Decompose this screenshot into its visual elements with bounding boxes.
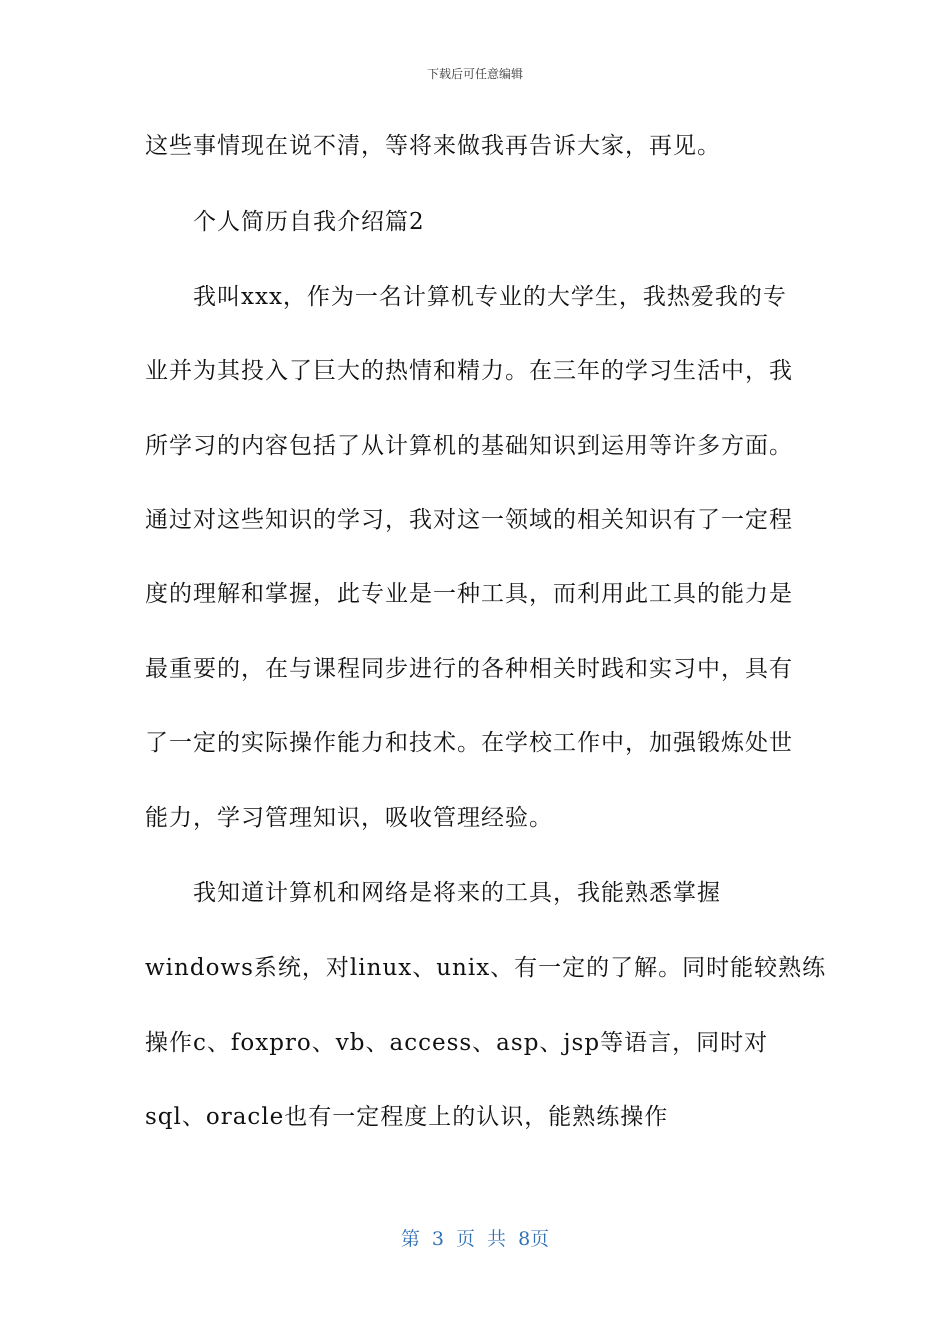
body-line: 所学习的内容包括了从计算机的基础知识到运用等许多方面。 bbox=[145, 433, 793, 459]
body-line: 最重要的，在与课程同步进行的各种相关时践和实习中，具有 bbox=[145, 656, 793, 682]
body-line: 我叫xxx，作为一名计算机专业的大学生，我热爱我的专 bbox=[193, 284, 787, 310]
body-line: 了一定的实际操作能力和技术。在学校工作中，加强锻炼处世 bbox=[145, 730, 793, 756]
body-line: sql、oracle也有一定程度上的认识，能熟练操作 bbox=[145, 1104, 669, 1130]
body-line: 度的理解和掌握，此专业是一种工具，而利用此工具的能力是 bbox=[145, 581, 793, 607]
body-line: 我知道计算机和网络是将来的工具，我能熟悉掌握 bbox=[193, 880, 721, 906]
body-line: 通过对这些知识的学习，我对这一领域的相关知识有了一定程 bbox=[145, 507, 793, 533]
section-heading: 个人简历自我介绍篇2 bbox=[193, 209, 425, 235]
page-number-footer: 第 3 页 共 8页 bbox=[400, 1228, 550, 1250]
body-line: windows系统，对linux、unix、有一定的了解。同时能较熟练 bbox=[145, 955, 827, 981]
body-line: 操作c、foxpro、vb、access、asp、jsp等语言，同时对 bbox=[145, 1030, 769, 1056]
page-header: 下载后可任意编辑 bbox=[426, 67, 523, 81]
body-line: 能力，学习管理知识，吸收管理经验。 bbox=[145, 805, 553, 831]
body-line: 这些事情现在说不清，等将来做我再告诉大家，再见。 bbox=[145, 133, 721, 159]
body-line: 业并为其投入了巨大的热情和精力。在三年的学习生活中，我 bbox=[145, 358, 793, 384]
